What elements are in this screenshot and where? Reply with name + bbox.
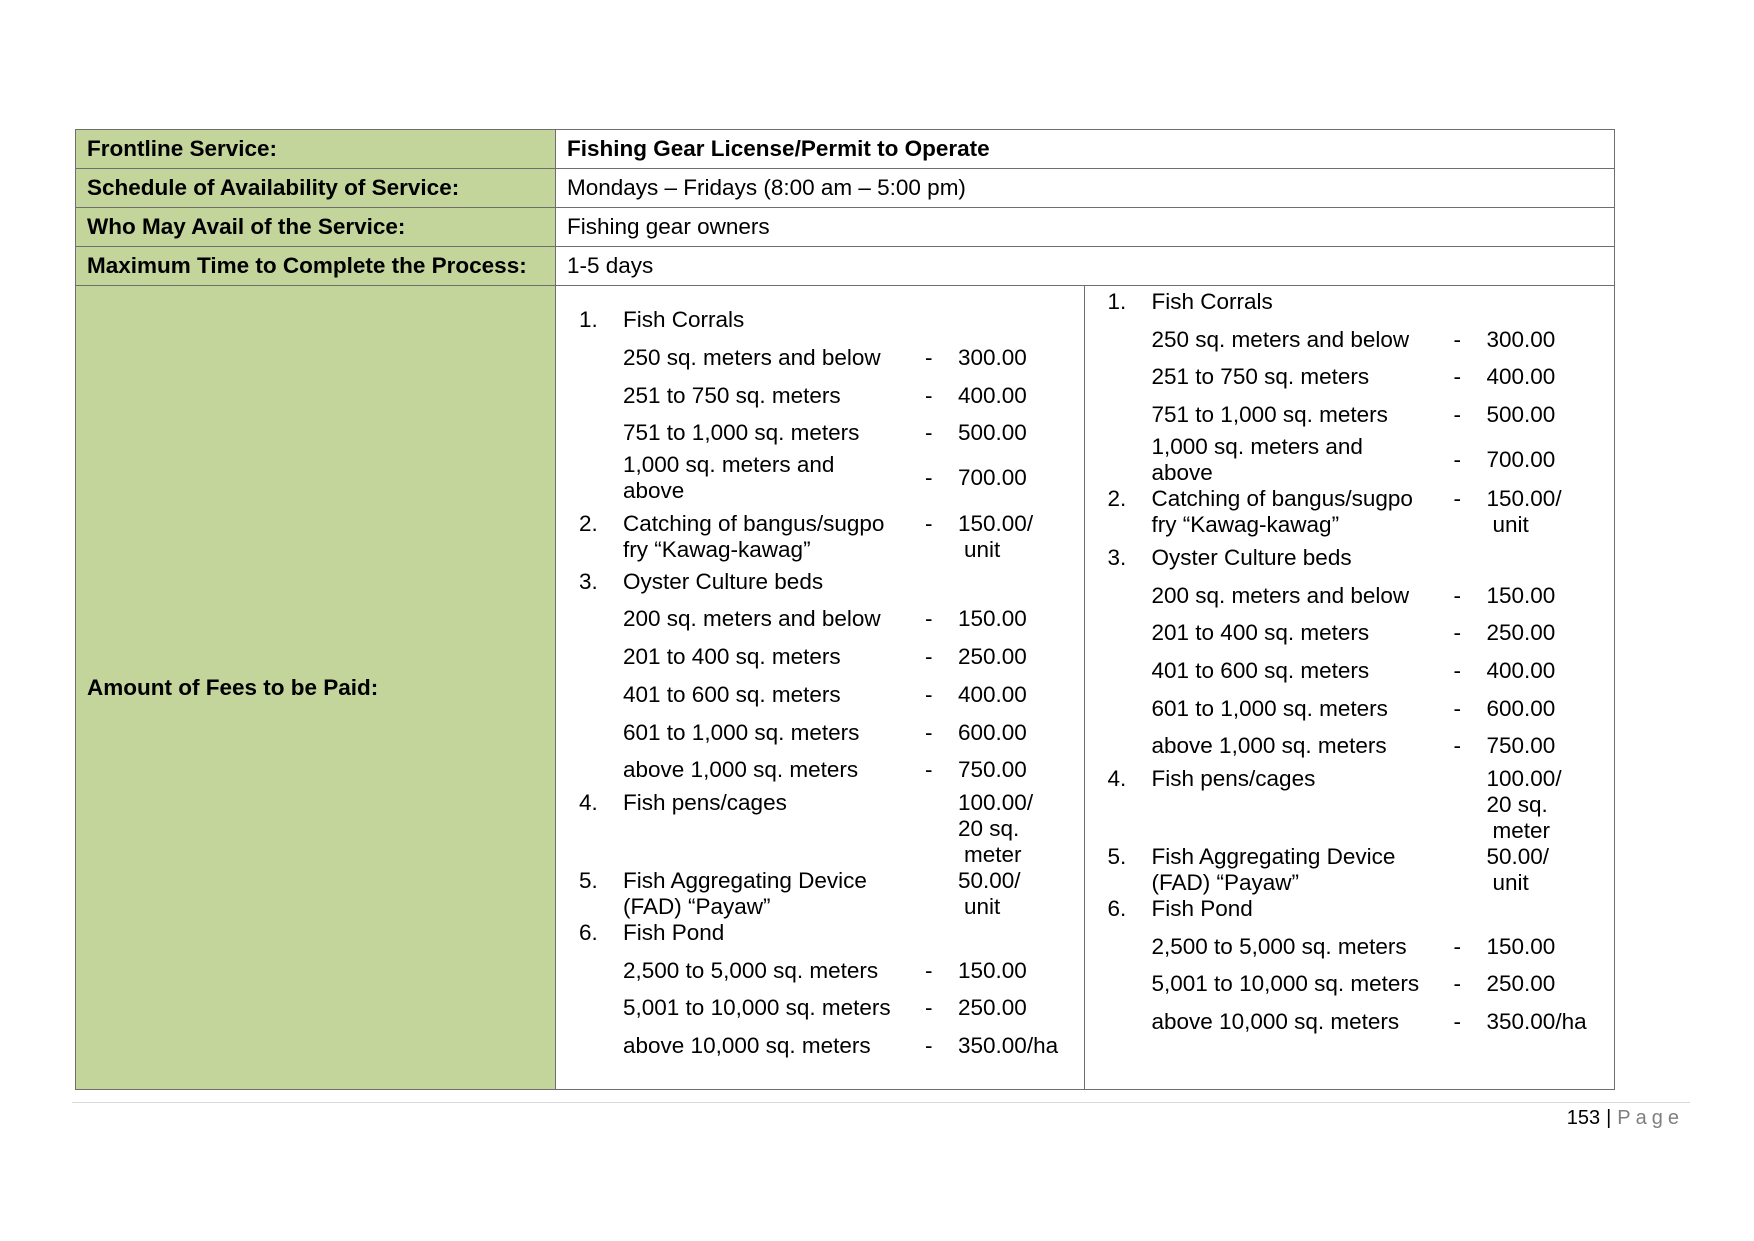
fish-corrals-heading: Fish Corrals	[1151, 289, 1273, 314]
service-info-table	[75, 129, 1615, 1090]
fee-item-label: 401 to 600 sq. meters	[1151, 658, 1370, 683]
fee-amount: 500.00	[1486, 402, 1556, 427]
fee-item-label: above 10,000 sq. meters	[1151, 1009, 1400, 1034]
dash: -	[925, 958, 933, 983]
fee-amount: 350.00/ha	[958, 1033, 1059, 1058]
who-may-avail-value: Fishing gear owners	[556, 208, 1615, 247]
fee-amount: 100.00/	[1486, 766, 1562, 791]
fee-schedule-left	[556, 286, 1085, 1089]
dash: -	[1453, 486, 1461, 511]
fee-item-label: 250 sq. meters and below	[1151, 327, 1410, 352]
fee-item-label: 5,001 to 10,000 sq. meters	[623, 995, 891, 1020]
schedule-value: Mondays – Fridays (8:00 am – 5:00 pm)	[556, 169, 1615, 208]
fee-amount: 300.00	[1486, 327, 1556, 352]
fee-item-label: 1,000 sq. meters and	[1151, 434, 1363, 459]
fee-item-label: 751 to 1,000 sq. meters	[1151, 402, 1388, 427]
dash: -	[1453, 447, 1461, 472]
fee-amount: 600.00	[1486, 696, 1556, 721]
fee-item-label: 601 to 1,000 sq. meters	[1151, 696, 1388, 721]
item-number: 4.	[1107, 766, 1127, 791]
dash: -	[1453, 696, 1461, 721]
dash: -	[925, 383, 933, 408]
fee-amount: 750.00	[1486, 733, 1556, 758]
dash: -	[925, 995, 933, 1020]
fee-amount: meter	[964, 842, 1022, 867]
fee-item-label: fry “Kawag-kawag”	[623, 537, 811, 562]
fee-amount: 350.00/ha	[1486, 1009, 1587, 1034]
fee-schedule-right	[1085, 286, 1615, 1089]
fee-item-label: fry “Kawag-kawag”	[1151, 512, 1340, 537]
who-may-avail-label: Who May Avail of the Service:	[76, 208, 556, 247]
item-number: 3.	[1107, 545, 1127, 570]
fee-item-label: 201 to 400 sq. meters	[623, 644, 841, 669]
dash: -	[925, 606, 933, 631]
fee-item-label: above 1,000 sq. meters	[623, 757, 859, 782]
fee-amount: 300.00	[958, 345, 1027, 370]
fee-amount: 250.00	[958, 995, 1027, 1020]
fee-item-label: 751 to 1,000 sq. meters	[623, 420, 860, 445]
fee-amount: 150.00	[958, 958, 1027, 983]
fee-item-label: above	[623, 478, 685, 503]
item-number: 3.	[579, 569, 598, 594]
fee-amount: unit	[964, 537, 1001, 562]
fee-item-label: 401 to 600 sq. meters	[623, 682, 841, 707]
fish-pond-heading: Fish Pond	[623, 920, 725, 945]
fee-amount: 250.00	[1486, 620, 1556, 645]
dash: -	[925, 682, 933, 707]
fish-pens-heading: Fish pens/cages	[1151, 766, 1316, 791]
fish-pens-heading: Fish pens/cages	[623, 790, 787, 815]
fee-amount: 20 sq.	[958, 816, 1020, 841]
item-number: 1.	[1107, 289, 1127, 314]
page-separator: |	[1606, 1107, 1612, 1129]
fee-amount: 600.00	[958, 720, 1027, 745]
fee-item-label: Catching of bangus/sugpo	[623, 511, 885, 536]
fee-amount: 700.00	[958, 465, 1027, 490]
page-footer	[1567, 1107, 1684, 1130]
row-fees	[76, 286, 1615, 1090]
fee-amount: unit	[964, 894, 1001, 919]
fee-item-label: 2,500 to 5,000 sq. meters	[623, 958, 879, 983]
dash: -	[1453, 402, 1461, 427]
dash: -	[925, 1033, 933, 1058]
page-word: Page	[1617, 1107, 1684, 1129]
page-number: 153	[1566, 1107, 1601, 1129]
fee-amount: 150.00	[958, 606, 1027, 631]
fee-item-label: 1,000 sq. meters and	[623, 452, 835, 477]
fee-amount: 400.00	[1486, 364, 1556, 389]
fee-item-label: above	[1151, 460, 1213, 485]
item-number: 4.	[579, 790, 598, 815]
schedule-label: Schedule of Availability of Service:	[76, 169, 556, 208]
fee-amount: unit	[1492, 512, 1529, 537]
fee-item-label: Fish Aggregating Device	[1151, 844, 1396, 869]
footer-divider	[72, 1102, 1690, 1103]
fee-item-label: 5,001 to 10,000 sq. meters	[1151, 971, 1420, 996]
row-frontline-service	[76, 130, 1615, 169]
item-number: 1.	[579, 307, 598, 332]
dash: -	[1453, 327, 1461, 352]
row-maximum-time	[76, 247, 1615, 286]
frontline-service-label: Frontline Service:	[76, 130, 556, 169]
dash: -	[1453, 364, 1461, 389]
dash: -	[1453, 934, 1461, 959]
dash: -	[925, 720, 933, 745]
fee-amount: 400.00	[1486, 658, 1556, 683]
dash: -	[925, 511, 933, 536]
dash: -	[925, 345, 933, 370]
maximum-time-value: 1-5 days	[556, 247, 1615, 286]
oyster-heading: Oyster Culture beds	[623, 569, 824, 594]
item-number: 6.	[579, 920, 598, 945]
fee-amount: 150.00/	[1486, 486, 1562, 511]
fee-item-label: above 10,000 sq. meters	[623, 1033, 871, 1058]
dash: -	[925, 465, 933, 490]
fees-label: Amount of Fees to be Paid:	[76, 286, 556, 1090]
fee-item-label: (FAD) “Payaw”	[1151, 870, 1300, 895]
fee-amount: 250.00	[1486, 971, 1556, 996]
fee-item-label: 2,500 to 5,000 sq. meters	[1151, 934, 1407, 959]
fee-item-label: Catching of bangus/sugpo	[1151, 486, 1413, 511]
item-number: 5.	[1107, 844, 1127, 869]
dash: -	[1453, 733, 1461, 758]
fee-item-label: Fish Aggregating Device	[623, 868, 867, 893]
fee-amount: 500.00	[958, 420, 1027, 445]
fee-amount: 750.00	[958, 757, 1027, 782]
dash: -	[925, 420, 933, 445]
row-schedule	[76, 169, 1615, 208]
fee-item-label: 250 sq. meters and below	[623, 345, 881, 370]
fee-amount: 250.00	[958, 644, 1027, 669]
oyster-heading: Oyster Culture beds	[1151, 545, 1352, 570]
dash: -	[1453, 1009, 1461, 1034]
fee-item-label: 200 sq. meters and below	[1151, 583, 1410, 608]
dash: -	[925, 757, 933, 782]
row-who-may-avail	[76, 208, 1615, 247]
item-number: 2.	[1107, 486, 1127, 511]
fee-item-label: 601 to 1,000 sq. meters	[623, 720, 860, 745]
item-number: 6.	[1107, 896, 1127, 921]
fee-amount: 50.00/	[1486, 844, 1550, 869]
fee-amount: 400.00	[958, 383, 1027, 408]
item-number: 5.	[579, 868, 598, 893]
maximum-time-label: Maximum Time to Complete the Process:	[76, 247, 556, 286]
fee-item-label: 251 to 750 sq. meters	[1151, 364, 1370, 389]
frontline-service-value: Fishing Gear License/Permit to Operate	[556, 130, 1615, 169]
fee-amount: 150.00	[1486, 934, 1556, 959]
item-number: 2.	[579, 511, 598, 536]
fees-cell	[556, 286, 1615, 1090]
dash: -	[925, 644, 933, 669]
dash: -	[1453, 971, 1461, 996]
fee-amount: 150.00/	[958, 511, 1034, 536]
fee-amount: 700.00	[1486, 447, 1556, 472]
fee-amount: 150.00	[1486, 583, 1556, 608]
fee-item-label: (FAD) “Payaw”	[623, 894, 771, 919]
dash: -	[1453, 583, 1461, 608]
fee-amount: 400.00	[958, 682, 1027, 707]
fee-amount: meter	[1492, 818, 1551, 843]
fish-pond-heading: Fish Pond	[1151, 896, 1253, 921]
fee-amount: unit	[1492, 870, 1529, 895]
fish-corrals-heading: Fish Corrals	[623, 307, 745, 332]
dash: -	[1453, 658, 1461, 683]
fee-item-label: 200 sq. meters and below	[623, 606, 881, 631]
fee-item-label: 251 to 750 sq. meters	[623, 383, 841, 408]
fee-item-label: above 1,000 sq. meters	[1151, 733, 1387, 758]
fee-amount: 100.00/	[958, 790, 1034, 815]
fee-item-label: 201 to 400 sq. meters	[1151, 620, 1370, 645]
dash: -	[1453, 620, 1461, 645]
fee-amount: 50.00/	[958, 868, 1021, 893]
fee-amount: 20 sq.	[1486, 792, 1548, 817]
